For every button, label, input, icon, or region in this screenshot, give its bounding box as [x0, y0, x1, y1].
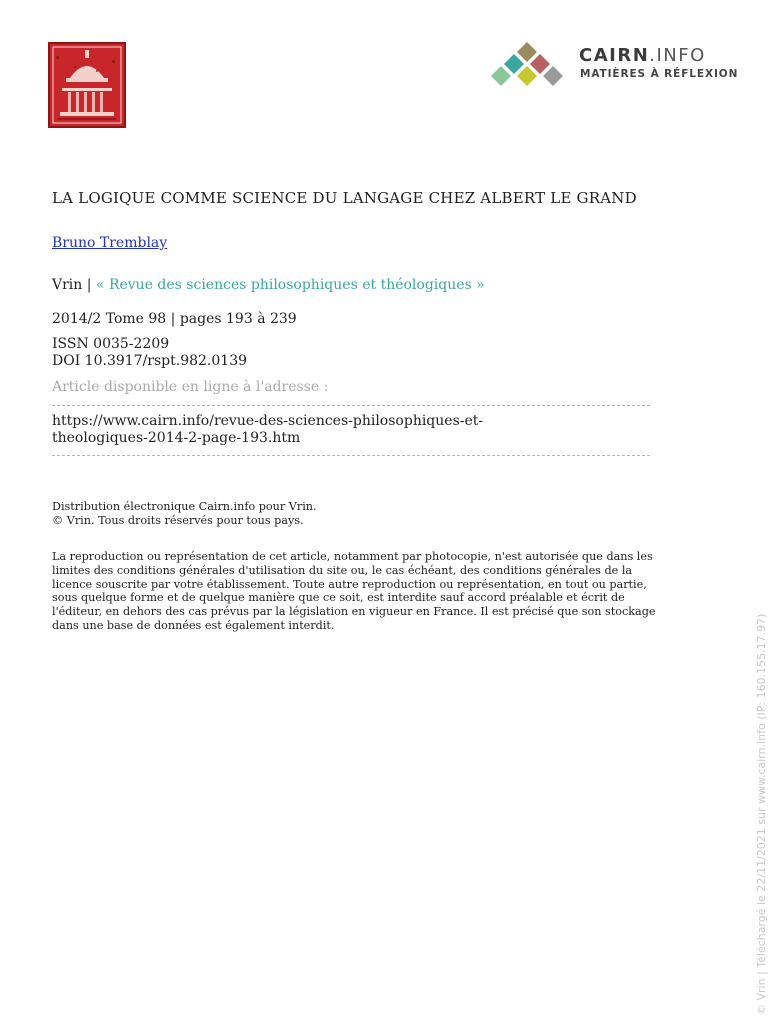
legal-line: dans une base de données est également interdit. [52, 618, 335, 632]
doi: DOI 10.3917/rspt.982.0139 [52, 353, 248, 369]
divider [52, 405, 650, 406]
legal-notice [52, 550, 716, 633]
library-dome-stamp-icon [48, 42, 126, 128]
legal-line: limites des conditions générales d'utilisation du site ou, le cas échéant, des conditions générales de la [52, 563, 633, 577]
author-link[interactable]: Bruno Tremblay [52, 235, 168, 251]
legal-line: sous quelque forme et de quelque manière que ce soit, est interdite sauf accord préalable et écrit de [52, 591, 625, 605]
cairn-tagline: MATIÈRES À RÉFLEXION [580, 68, 739, 80]
download-watermark: © Vrin | Téléchargé le 22/11/2021 sur www.cairn.info (IP: 160.155.17.97) [755, 613, 768, 1015]
issn: ISSN 0035-2209 [52, 336, 170, 352]
legal-line: La reproduction ou représentation de cet article, notamment par photocopie, n'est autorisée que dans les [52, 550, 653, 563]
divider [52, 455, 650, 456]
legal-line: l'éditeur, en dehors des cas prévus par la législation en vigueur en France. Il est précisé que son stockage [52, 605, 656, 619]
distribution-note [52, 500, 716, 528]
distribution-line: Distribution électronique Cairn.info pour Vrin. [52, 500, 317, 513]
available-label: Article disponible en ligne à l'adresse : [52, 379, 329, 395]
legal-line: licence souscrite par votre établissement. Toute autre reproduction ou représentation, en tout ou partie, [52, 577, 647, 591]
article-url-line: https://www.cairn.info/revue-des-sciences-philosophiques-et- [52, 413, 484, 429]
article-url-line: theologiques-2014-2-page-193.htm [52, 430, 301, 446]
publisher-journal-line [52, 277, 485, 293]
journal-link[interactable]: « Revue des sciences philosophiques et théologiques » [95, 277, 485, 293]
issue-info: 2014/2 Tome 98 | pages 193 à 239 [52, 311, 297, 327]
publisher-name: Vrin | [52, 277, 96, 293]
article-url[interactable] [52, 413, 652, 447]
colored-diamonds-icon [487, 42, 567, 90]
cairn-wordmark: CAIRN.INFO [579, 45, 706, 66]
article-title: LA LOGIQUE COMME SCIENCE DU LANGAGE CHEZ ALBERT LE GRAND [52, 189, 637, 207]
copyright-line: © Vrin. Tous droits réservés pour tous pays. [52, 513, 304, 527]
